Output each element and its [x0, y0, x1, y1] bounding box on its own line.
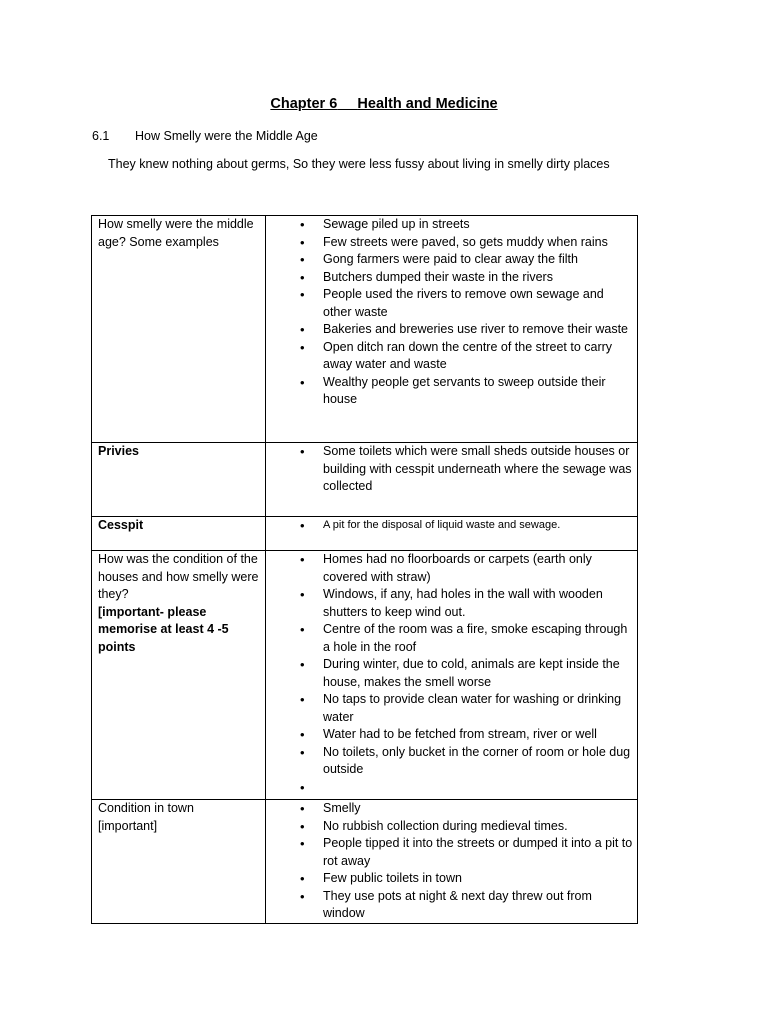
table-row: [92, 443, 638, 517]
list-item: • No taps to provide clean water for washing or drinking water: [272, 691, 633, 726]
row-content-cell: [266, 551, 638, 800]
row-label-cell: [92, 443, 266, 517]
row-content-cell: [266, 216, 638, 443]
chapter-heading: [0, 96, 768, 112]
list-item: • Bakeries and breweries use river to remove their waste: [272, 321, 633, 339]
row-content-cell: [266, 443, 638, 517]
list-item: • No toilets, only bucket in the corner of room or hole dug outside: [272, 744, 633, 779]
chapter-number: Chapter 6: [270, 96, 338, 112]
list-item: • A pit for the disposal of liquid waste and sewage.: [272, 517, 633, 535]
list-item: • People used the rivers to remove own sewage and other waste: [272, 286, 633, 321]
chapter-title: Health and Medicine: [357, 96, 498, 112]
row-content-cell: [266, 517, 638, 551]
list-item: • Water had to be fetched from stream, river or well: [272, 726, 633, 744]
row-label: How smelly were the middle age? Some examples: [98, 217, 254, 249]
list-item: • Centre of the room was a fire, smoke escaping through a hole in the roof: [272, 621, 633, 656]
list-item: • No rubbish collection during medieval times.: [272, 818, 633, 836]
row-label: Condition in town: [98, 801, 194, 815]
list-item: [272, 779, 633, 797]
row-note: [important- please memorise at least 4 -5 points: [98, 604, 229, 654]
intro-paragraph: They knew nothing about germs, So they were less fussy about living in smelly dirty places: [108, 157, 610, 171]
bullet-list: [272, 800, 633, 923]
list-item: • Wealthy people get servants to sweep outside their house: [272, 374, 633, 409]
list-item: • Open ditch ran down the centre of the street to carry away water and waste: [272, 339, 633, 374]
row-label-cell: [92, 800, 266, 924]
row-label-cell: [92, 551, 266, 800]
list-item: • During winter, due to cold, animals are kept inside the house, makes the smell worse: [272, 656, 633, 691]
list-item: • Few streets were paved, so gets muddy when rains: [272, 234, 633, 252]
section-number: 6.1: [92, 129, 110, 143]
table-row: [92, 800, 638, 924]
list-item: • Homes had no floorboards or carpets (earth only covered with straw): [272, 551, 633, 586]
row-label-cell: [92, 216, 266, 443]
bullet-list: [272, 443, 633, 496]
list-item: • Smelly: [272, 800, 633, 818]
notes-table: [91, 215, 638, 924]
bullet-list: [272, 551, 633, 796]
list-item: • People tipped it into the streets or dumped it into a pit to rot away: [272, 835, 633, 870]
list-item: • They use pots at night & next day threw out from window: [272, 888, 633, 923]
list-item: • Some toilets which were small sheds outside houses or building with cesspit underneath where the sewage was collected: [272, 443, 633, 496]
bullet-list: [272, 216, 633, 409]
bullet-list: [272, 517, 633, 535]
table-row: [92, 216, 638, 443]
row-label-note: [important]: [98, 818, 158, 833]
list-item: • Butchers dumped their waste in the rivers: [272, 269, 633, 287]
section-heading: [92, 129, 318, 143]
row-label: Cesspit: [98, 518, 144, 532]
row-label: Privies: [98, 444, 140, 458]
table-row: [92, 551, 638, 800]
list-item: • Sewage piled up in streets: [272, 216, 633, 234]
section-title: How Smelly were the Middle Age: [135, 129, 318, 143]
row-content-cell: [266, 800, 638, 924]
row-label-cell: [92, 517, 266, 551]
list-item: • Windows, if any, had holes in the wall with wooden shutters to keep wind out.: [272, 586, 633, 621]
table-row: [92, 517, 638, 551]
row-label: How was the condition of the houses and how smelly were they?: [98, 552, 259, 601]
list-item: • Few public toilets in town: [272, 870, 633, 888]
list-item: • Gong farmers were paid to clear away the filth: [272, 251, 633, 269]
